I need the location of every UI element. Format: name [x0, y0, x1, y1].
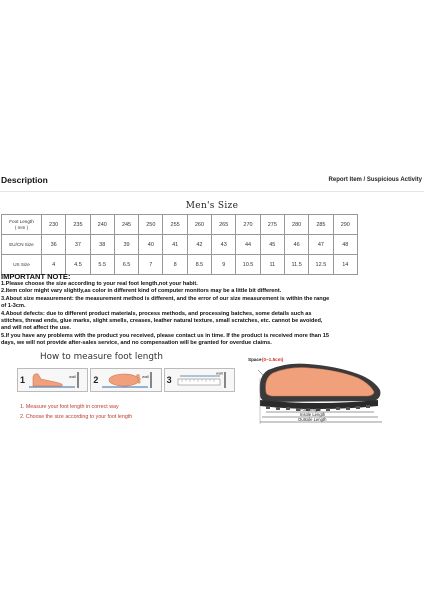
size-cell: 36: [42, 235, 66, 255]
wall-label: wall: [69, 374, 76, 379]
size-cell: 38: [90, 235, 114, 255]
instruction-line: 2. Choose the size according to your foot length: [20, 414, 133, 420]
note-line: 4.About defects: due to different product materials, process methods, and processing batches, some details such as: [1, 310, 312, 317]
report-item-link[interactable]: Report Item / Suspicious Activity: [328, 177, 422, 183]
size-cell: 47: [309, 235, 333, 255]
row-label-line: Foot Length: [9, 218, 34, 224]
size-cell: 11.5: [284, 255, 308, 275]
foot-icon: [266, 368, 374, 396]
size-cell: 255: [163, 215, 187, 235]
size-cell: 280: [284, 215, 308, 235]
size-cell: 48: [333, 235, 357, 255]
measure-step-1: [17, 368, 88, 392]
step-number: 1: [20, 375, 26, 385]
important-notes: [1, 273, 421, 348]
size-cell: 46: [284, 235, 308, 255]
row-label-line: EU/CN Size: [9, 241, 34, 247]
outsole-length-label: Outsole Length: [298, 417, 327, 422]
size-chart-title: Men's Size: [185, 201, 239, 211]
note-line: stitches, thread ends, glue marks, slight smells, creases, leather natural texture, small scratches, etc. cannot be avoided,: [1, 318, 323, 325]
size-cell: 5.5: [90, 255, 114, 275]
row-label: [2, 235, 42, 255]
row-label: [2, 215, 42, 235]
size-cell: 12.5: [309, 255, 333, 275]
size-cell: 9: [212, 255, 236, 275]
foot-length-label: Foot length: [300, 407, 321, 412]
notes-title: IMPORTANT NOTE:: [1, 272, 71, 281]
wall-label: wall: [215, 370, 223, 376]
size-cell: 44: [236, 235, 260, 255]
size-cell: 275: [260, 215, 284, 235]
size-cell: 39: [114, 235, 138, 255]
description-title: Description: [1, 175, 48, 185]
size-cell: 270: [236, 215, 260, 235]
measure-step-3: [164, 368, 235, 392]
size-cell: 4.5: [66, 255, 90, 275]
size-cell: 41: [163, 235, 187, 255]
size-cell: 7: [139, 255, 163, 275]
measure-step-2: [90, 368, 161, 392]
row-label-line: ( mm ): [14, 224, 29, 230]
size-cell: 240: [90, 215, 114, 235]
note-line: days, we will not provide after-sales service, and no compensation will be granted for overdue claims.: [1, 340, 272, 347]
note-line: 5.If you have any problems with the product you received, please contact us in time. If the product is received more than 15: [1, 332, 329, 339]
size-cell: 250: [139, 215, 163, 235]
size-cell: 290: [333, 215, 357, 235]
row-label-line: US Size: [13, 261, 30, 267]
size-chart-table: [1, 214, 358, 275]
size-cell: 235: [66, 215, 90, 235]
size-cell: 43: [212, 235, 236, 255]
size-cell: 230: [42, 215, 66, 235]
size-cell: 42: [187, 235, 211, 255]
size-cell: 11: [260, 255, 284, 275]
size-table-row: [2, 235, 358, 255]
note-line: and will not affect the use.: [1, 325, 71, 332]
measure-instructions: [20, 402, 240, 422]
size-cell: 285: [309, 215, 333, 235]
size-cell: 8: [163, 255, 187, 275]
space-label: Space: [248, 357, 262, 362]
measure-steps: [17, 368, 235, 392]
size-cell: 14: [333, 255, 357, 275]
size-cell: 37: [66, 235, 90, 255]
size-cell: 45: [260, 235, 284, 255]
shoe-length-diagram: [246, 354, 396, 424]
ruler-icon: [176, 370, 236, 390]
size-table-row: [2, 215, 358, 235]
size-cell: 4: [42, 255, 66, 275]
size-cell: 260: [187, 215, 211, 235]
step-number: 2: [93, 375, 99, 385]
note-line: 3.About size measurement: the measurement method is different, and the error of our size measurement is within the range: [1, 295, 330, 302]
foot-side-icon: [29, 370, 89, 390]
wall-label: wall: [142, 374, 150, 379]
size-cell: 40: [139, 235, 163, 255]
size-cell: 8.5: [187, 255, 211, 275]
note-line: 2.Item color might vary slightly,as color in different kind of computer monitors may be a little bit different.: [1, 288, 282, 295]
header-divider: [0, 191, 424, 192]
foot-top-icon: [102, 370, 162, 390]
description-header: [0, 172, 424, 188]
note-line: of 1-3cm.: [1, 303, 26, 310]
note-line: 1.Please choose the size according to your real foot length,not your habit.: [1, 281, 198, 287]
instruction-line: 1. Measure your foot length in correct way: [20, 404, 119, 410]
step-number: 3: [166, 375, 172, 385]
measure-guide-title: How to measure foot length: [40, 352, 163, 362]
insole-length-label: Insole Length: [300, 412, 326, 417]
size-cell: 10.5: [236, 255, 260, 275]
size-cell: 6.5: [114, 255, 138, 275]
size-cell: 245: [114, 215, 138, 235]
space-value: (0~1.5cm): [262, 357, 284, 362]
size-cell: 265: [212, 215, 236, 235]
